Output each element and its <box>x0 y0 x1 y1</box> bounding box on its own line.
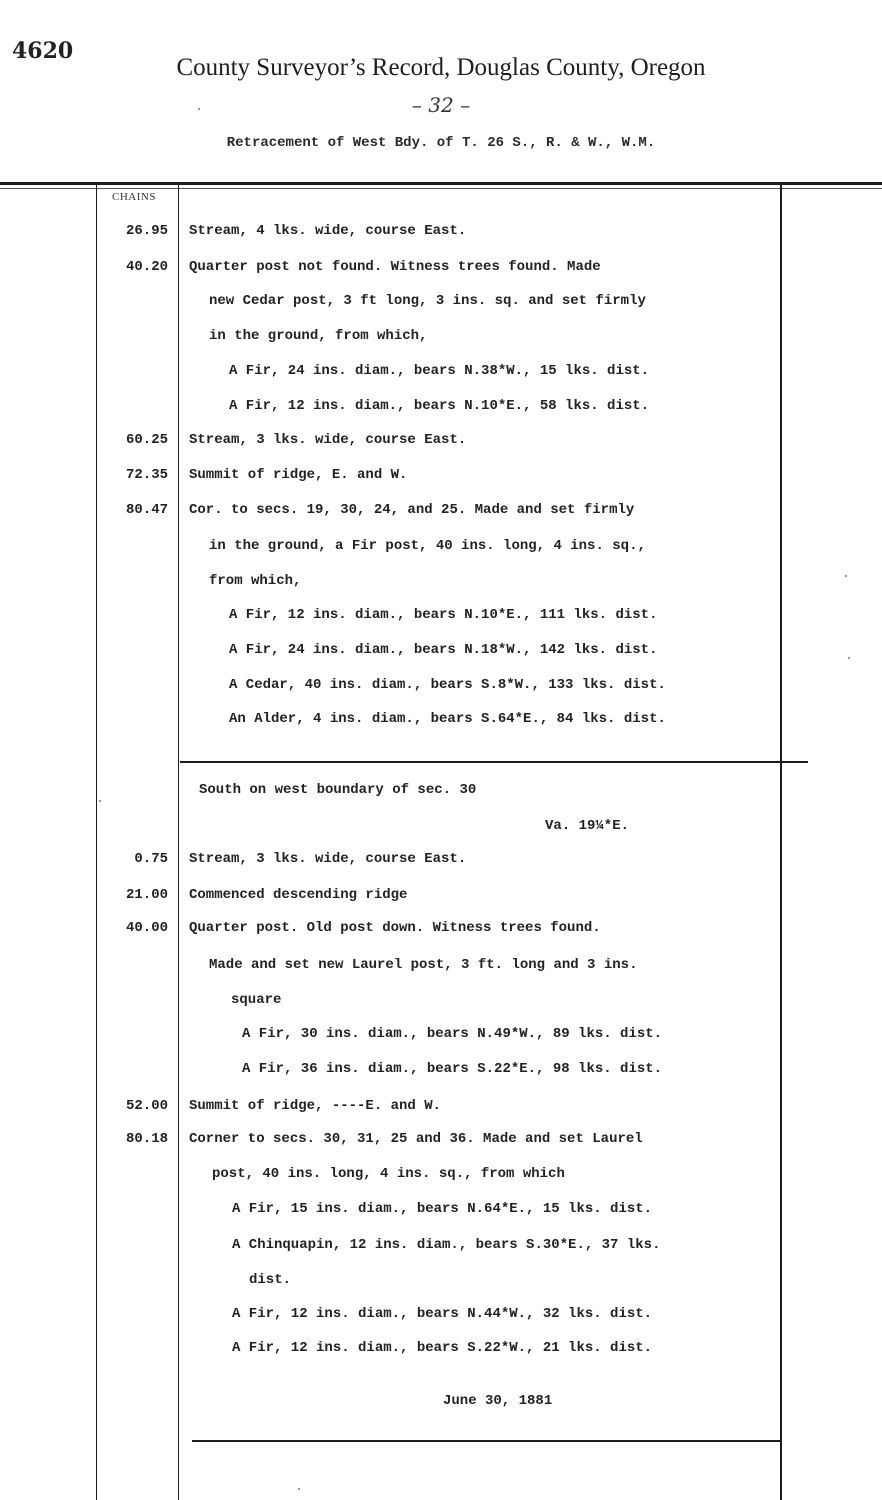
right-margin-rule <box>780 185 782 1500</box>
scan-speck <box>845 575 847 577</box>
page-number: 4620 <box>12 38 74 64</box>
entry-line: square <box>231 992 282 1008</box>
top-rule-thick <box>0 182 882 185</box>
entry-line: Summit of ridge, ----E. and W. <box>189 1098 442 1114</box>
section-divider <box>180 761 808 763</box>
entry-line: Stream, 4 lks. wide, course East. <box>189 223 467 239</box>
entry-line: Corner to secs. 30, 31, 25 and 36. Made and set Laurel <box>189 1131 643 1147</box>
left-margin-rule <box>96 185 97 1500</box>
end-divider <box>192 1440 780 1442</box>
magnetic-variation: Va. 19¼*E. <box>545 818 630 834</box>
chains-value: 52.00 <box>125 1098 168 1114</box>
scan-speck <box>298 1488 300 1490</box>
entry-line: Stream, 3 lks. wide, course East. <box>189 432 467 448</box>
entry-line: Stream, 3 lks. wide, course East. <box>189 851 467 867</box>
handwritten-page-number: – 32 – <box>411 93 471 117</box>
entry-line: Cor. to secs. 19, 30, 24, and 25. Made and set firmly <box>189 502 635 518</box>
entry-line: Quarter post not found. Witness trees found. Made <box>189 259 601 275</box>
chains-value: 80.18 <box>125 1131 168 1147</box>
entry-line: Commenced descending ridge <box>189 887 408 903</box>
entry-line: new Cedar post, 3 ft long, 3 ins. sq. and set firmly <box>209 293 646 309</box>
chains-value: 26.95 <box>125 223 168 239</box>
entry-line: dist. <box>249 1272 292 1288</box>
record-title: County Surveyor’s Record, Douglas County, Oregon <box>176 54 706 81</box>
top-rule-thin <box>0 188 882 189</box>
entry-line: Made and set new Laurel post, 3 ft. long and 3 ins. <box>209 957 638 973</box>
witness-tree-line: A Fir, 36 ins. diam., bears S.22*E., 98 lks. dist. <box>242 1061 663 1077</box>
witness-tree-line: A Cedar, 40 ins. diam., bears S.8*W., 133 lks. dist. <box>229 677 666 693</box>
witness-tree-line: A Chinquapin, 12 ins. diam., bears S.30*E., 37 lks. <box>232 1237 661 1253</box>
section-heading: South on west boundary of sec. 30 <box>199 782 477 798</box>
entry-line: Summit of ridge, E. and W. <box>189 467 408 483</box>
entry-line: from which, <box>209 573 302 589</box>
witness-tree-line: A Fir, 24 ins. diam., bears N.18*W., 142 lks. dist. <box>229 642 658 658</box>
scan-speck <box>848 657 850 659</box>
witness-tree-line: A Fir, 12 ins. diam., bears S.22*W., 21 lks. dist. <box>232 1340 653 1356</box>
witness-tree-line: A Fir, 15 ins. diam., bears N.64*E., 15 lks. dist. <box>232 1201 653 1217</box>
witness-tree-line: A Fir, 12 ins. diam., bears N.44*W., 32 lks. dist. <box>232 1306 653 1322</box>
witness-tree-line: A Fir, 24 ins. diam., bears N.38*W., 15 lks. dist. <box>229 363 650 379</box>
witness-tree-line: A Fir, 12 ins. diam., bears N.10*E., 111 lks. dist. <box>229 607 658 623</box>
chains-value: 60.25 <box>125 432 168 448</box>
witness-tree-line: A Fir, 12 ins. diam., bears N.10*E., 58 lks. dist. <box>229 398 650 414</box>
chains-value: 80.47 <box>125 502 168 518</box>
chains-value: 40.00 <box>125 920 168 936</box>
witness-tree-line: An Alder, 4 ins. diam., bears S.64*E., 84 lks. dist. <box>229 711 666 727</box>
scan-speck <box>99 800 101 802</box>
entry-line: Quarter post. Old post down. Witness trees found. <box>189 920 601 936</box>
chains-column-rule <box>178 185 179 1500</box>
entry-line: post, 40 ins. long, 4 ins. sq., from which <box>212 1166 565 1182</box>
entry-line: in the ground, from which, <box>209 328 428 344</box>
chains-value: 40.20 <box>125 259 168 275</box>
chains-value: 0.75 <box>134 851 168 867</box>
witness-tree-line: A Fir, 30 ins. diam., bears N.49*W., 89 lks. dist. <box>242 1026 663 1042</box>
scan-speck <box>198 108 200 110</box>
survey-date: June 30, 1881 <box>443 1393 553 1409</box>
chains-value: 21.00 <box>125 887 168 903</box>
entry-line: in the ground, a Fir post, 40 ins. long, 4 ins. sq., <box>209 538 646 554</box>
survey-subtitle: Retracement of West Bdy. of T. 26 S., R. & W., W.M. <box>226 135 656 151</box>
chains-value: 72.35 <box>125 467 168 483</box>
chains-column-header: CHAINS <box>112 191 156 203</box>
